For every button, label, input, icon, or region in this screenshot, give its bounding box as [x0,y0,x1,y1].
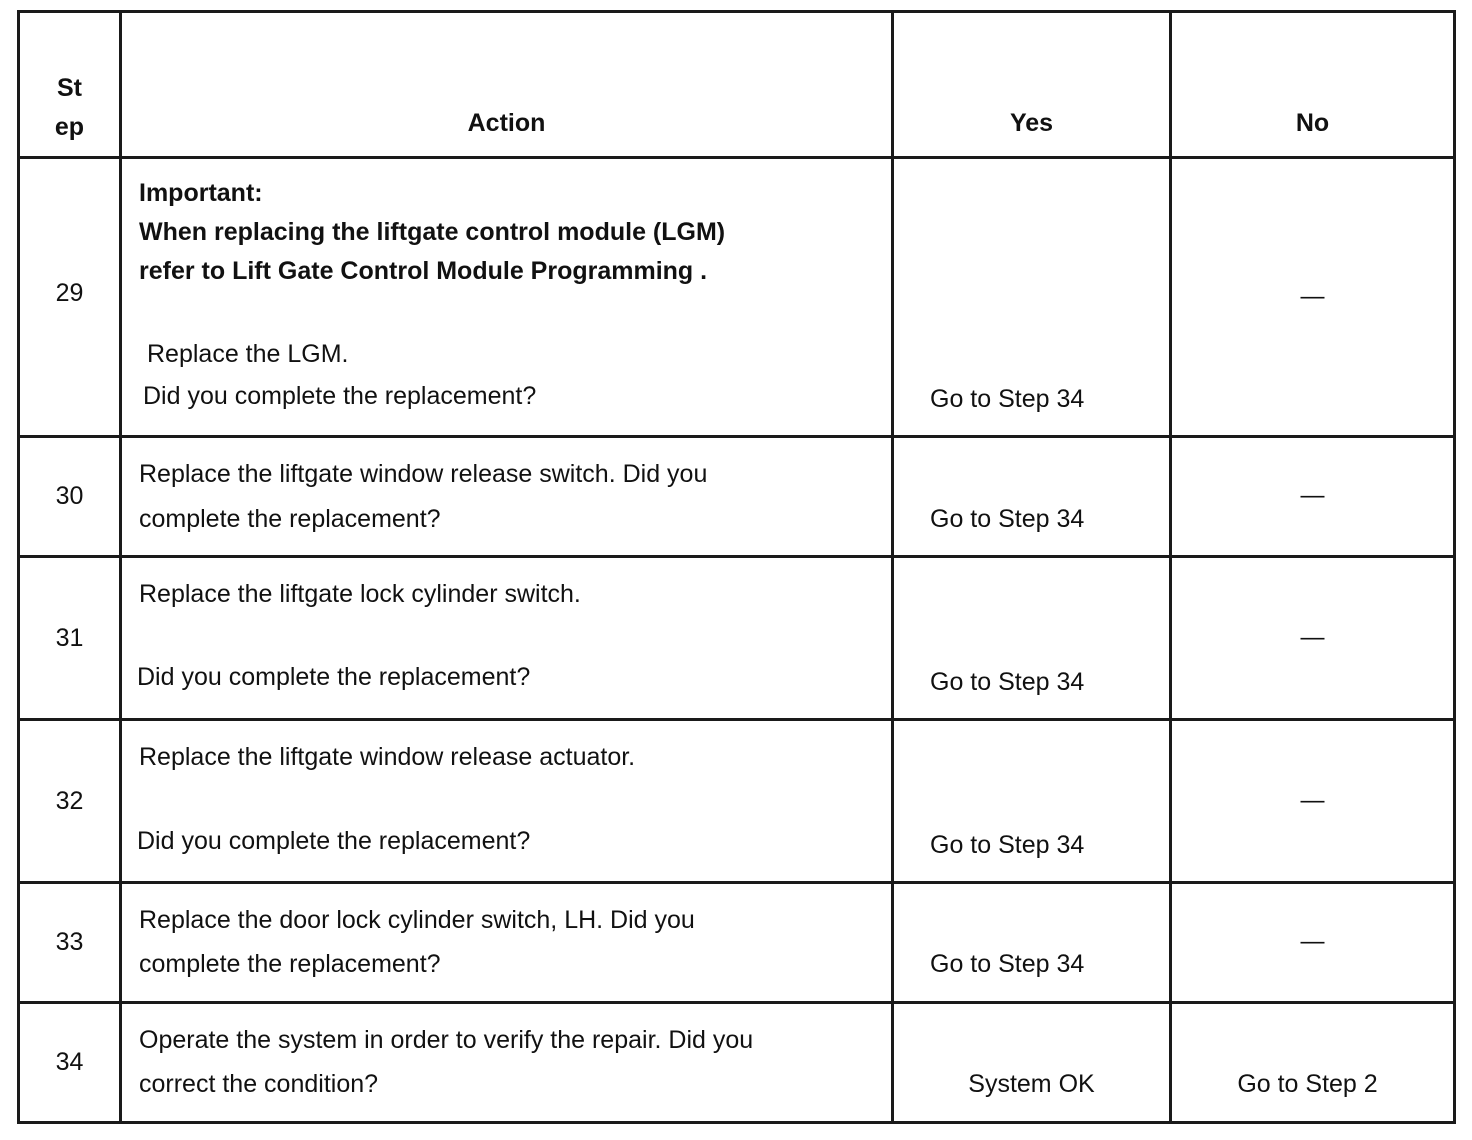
action-text-line2: Did you complete the replacement? [137,827,531,855]
action-cell [121,883,893,1003]
action-text-line1: Operate the system in order to verify the repair. Did you [139,1026,754,1054]
header-no-label: No [1295,109,1330,137]
action-text-line1: Replace the LGM. [147,340,349,368]
no-result: — [1300,787,1325,814]
action-text-line1: Replace the door lock cylinder switch, LH. Did you [139,906,695,934]
step-number-cell [19,557,121,720]
action-text-line2: complete the replacement? [139,950,441,978]
yes-result: System OK [968,1070,1095,1098]
header-yes-label: Yes [1009,109,1054,137]
table-row [19,1003,1455,1123]
action-text-line1: Replace the liftgate window release actuator. [139,743,636,771]
yes-result: Go to Step 34 [930,668,1085,696]
yes-cell [893,557,1171,720]
step-number-cell [19,720,121,883]
yes-result: Go to Step 34 [930,831,1085,859]
no-cell [1171,720,1455,883]
header-action-label: Action [467,109,546,137]
action-cell [121,557,893,720]
yes-cell [893,158,1171,437]
no-result: — [1300,283,1325,310]
yes-cell [893,1003,1171,1123]
header-step-line2: ep [54,113,85,141]
step-number-cell [19,883,121,1003]
no-result: Go to Step 2 [1237,1070,1378,1098]
header-action [121,12,893,158]
no-result: — [1300,482,1325,509]
no-result: — [1300,624,1325,651]
table-row [19,883,1455,1003]
step-number: 30 [55,482,84,510]
no-cell [1171,1003,1455,1123]
header-step-line1: St [57,74,82,102]
header-no [1171,12,1455,158]
step-number: 33 [55,928,84,956]
step-number: 31 [55,624,84,652]
action-cell [121,158,893,437]
no-cell [1171,557,1455,720]
important-note-line2: refer to Lift Gate Control Module Programming . [139,257,708,285]
yes-cell [893,437,1171,557]
action-text-line1: Replace the liftgate window release switch. Did you [139,460,708,488]
yes-cell [893,720,1171,883]
important-label: Important: [139,179,263,207]
action-text-line2: Did you complete the replacement? [137,663,531,691]
action-text-line2: Did you complete the replacement? [143,382,537,410]
step-number-cell [19,1003,121,1123]
header-yes [893,12,1171,158]
yes-cell [893,883,1171,1003]
action-text-line1: Replace the liftgate lock cylinder switch. [139,580,581,608]
step-number: 34 [55,1048,84,1076]
action-text-line2: correct the condition? [139,1070,379,1098]
yes-result: Go to Step 34 [930,950,1085,978]
table-row [19,720,1455,883]
action-cell [121,720,893,883]
yes-result: Go to Step 34 [930,385,1085,413]
header-step [19,12,121,158]
table-row [19,158,1455,437]
step-number-cell [19,437,121,557]
step-number: 29 [55,279,84,307]
no-cell [1171,883,1455,1003]
no-cell [1171,158,1455,437]
no-result: — [1300,928,1325,955]
no-cell [1171,437,1455,557]
yes-result: Go to Step 34 [930,505,1085,533]
important-note-line1: When replacing the liftgate control module (LGM) [139,218,726,246]
action-cell [121,1003,893,1123]
table-row [19,557,1455,720]
step-number: 32 [55,787,84,815]
table-row [19,437,1455,557]
action-text-line2: complete the replacement? [139,505,441,533]
action-cell [121,437,893,557]
table-header-row [19,12,1455,158]
diagnostic-step-table [17,10,1456,1124]
step-number-cell [19,158,121,437]
